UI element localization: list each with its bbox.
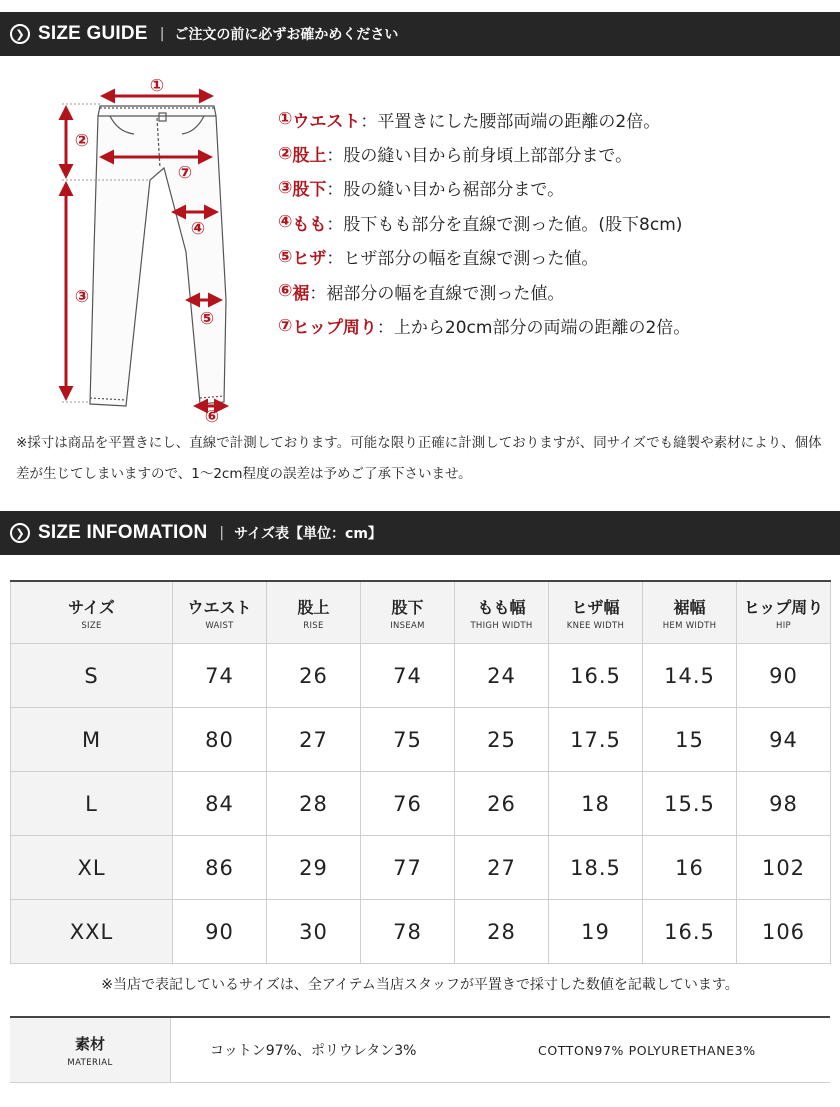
- marker-inseam: ③: [74, 287, 90, 307]
- table-cell: 80: [173, 708, 267, 772]
- marker-hip: ⑦: [177, 163, 193, 183]
- marker-waist: ①: [149, 76, 165, 96]
- marker-rise: ②: [74, 131, 90, 151]
- table-cell: 17.5: [549, 708, 643, 772]
- size-information-banner: [0, 511, 840, 555]
- guide-description: 股下もも部分を直線で測った値。(股下8cm): [343, 214, 683, 235]
- guide-item-waist: [278, 102, 690, 136]
- guide-number: ⑥: [278, 281, 293, 302]
- column-header-hem: 裾幅 HEM WIDTH: [643, 581, 737, 644]
- table-row: [11, 772, 831, 836]
- guide-item-inseam: [278, 171, 690, 205]
- column-header-waist: ウエスト WAIST: [173, 581, 267, 644]
- table-cell: 27: [455, 836, 549, 900]
- column-header-knee: ヒザ幅 KNEE WIDTH: [549, 581, 643, 644]
- table-cell: 14.5: [643, 644, 737, 708]
- size-table: [10, 580, 831, 964]
- table-cell: 24: [455, 644, 549, 708]
- pants-measurement-diagram: [0, 60, 270, 424]
- table-cell: 86: [173, 836, 267, 900]
- table-cell: 28: [455, 900, 549, 964]
- table-cell: 98: [737, 772, 831, 836]
- guide-number: ②: [278, 143, 293, 164]
- guide-term: ヒップ周り: [292, 318, 377, 339]
- guide-description: 裾部分の幅を直線で測った値。: [326, 283, 565, 304]
- table-cell: 75: [361, 708, 455, 772]
- size-guide-banner: [0, 12, 840, 56]
- measurement-note: ※採寸は商品を平置きにし、直線で計測しております。可能な限り正確に計測しておりますが、同サイズでも縫製や素材により、個体差が生じてしまいますので、1〜2cm程度の誤差は予めご了承下さいませ。: [16, 435, 822, 482]
- material-label: [10, 1018, 171, 1082]
- table-cell: 16: [643, 836, 737, 900]
- table-cell: 76: [361, 772, 455, 836]
- guide-description: ヒザ部分の幅を直線で測った値。: [343, 249, 599, 270]
- table-cell: 29: [267, 836, 361, 900]
- marker-hem: ⑥: [204, 407, 220, 424]
- measurement-guide-list: [278, 102, 690, 343]
- guide-colon: ：: [326, 146, 344, 167]
- table-cell: 15: [643, 708, 737, 772]
- guide-item-hem: [278, 274, 690, 308]
- column-header-size: サイズ SIZE: [11, 581, 173, 644]
- table-cell: 30: [267, 900, 361, 964]
- guide-item-hip: [278, 308, 690, 342]
- table-cell: 18.5: [549, 836, 643, 900]
- chevron-right-circle-icon: ❯: [10, 24, 30, 44]
- table-cell: 27: [267, 708, 361, 772]
- size-cell: S: [11, 644, 173, 708]
- guide-item-rise: [278, 136, 690, 170]
- title-separator: |: [159, 26, 165, 42]
- guide-number: ④: [278, 212, 293, 233]
- material-row: [10, 1016, 830, 1083]
- table-cell: 18: [549, 772, 643, 836]
- table-cell: 90: [737, 644, 831, 708]
- guide-number: ③: [278, 177, 293, 198]
- column-header-thigh: もも幅 THIGH WIDTH: [455, 581, 549, 644]
- table-row: [11, 708, 831, 772]
- table-cell: 16.5: [549, 644, 643, 708]
- guide-colon: ：: [326, 249, 344, 270]
- table-cell: 90: [173, 900, 267, 964]
- title-separator: |: [219, 525, 225, 541]
- table-cell: 84: [173, 772, 267, 836]
- table-cell: 26: [267, 644, 361, 708]
- size-cell: XXL: [11, 900, 173, 964]
- table-cell: 26: [455, 772, 549, 836]
- table-cell: 16.5: [643, 900, 737, 964]
- guide-colon: ：: [326, 214, 344, 235]
- column-header-rise: 股上 RISE: [267, 581, 361, 644]
- section-subtitle: サイズ表【単位：cm】: [234, 526, 382, 542]
- table-header-row: [11, 581, 831, 644]
- guide-description: 平置きにした腰部両端の距離の2倍。: [377, 111, 661, 132]
- guide-colon: ：: [309, 283, 327, 304]
- guide-term: 裾: [292, 283, 310, 304]
- marker-thigh: ④: [190, 219, 206, 239]
- table-cell: 25: [455, 708, 549, 772]
- section-title: SIZE GUIDE: [38, 23, 148, 44]
- column-header-hip: ヒップ周り HIP: [737, 581, 831, 644]
- guide-number: ⑦: [278, 315, 293, 336]
- guide-term: ウエスト: [292, 111, 361, 132]
- material-label-jp: 素材: [74, 1034, 105, 1053]
- table-cell: 94: [737, 708, 831, 772]
- table-cell: 74: [361, 644, 455, 708]
- size-cell: L: [11, 772, 173, 836]
- guide-description: 上から20cm部分の両端の距離の2倍。: [393, 318, 691, 339]
- section-subtitle: ご注文の前に必ずお確かめください: [174, 27, 399, 43]
- guide-term: 股下: [292, 180, 327, 201]
- table-cell: 15.5: [643, 772, 737, 836]
- chevron-right-circle-icon: ❯: [10, 523, 30, 543]
- guide-number: ①: [278, 109, 293, 130]
- table-row: [11, 644, 831, 708]
- table-cell: 19: [549, 900, 643, 964]
- table-cell: 106: [737, 900, 831, 964]
- guide-colon: ：: [360, 111, 378, 132]
- size-cell: M: [11, 708, 173, 772]
- material-value-en: COTTON97% POLYURETHANE3%: [538, 1042, 756, 1058]
- table-row: [11, 836, 831, 900]
- guide-colon: ：: [376, 318, 394, 339]
- material-label-en: MATERIAL: [67, 1057, 113, 1068]
- column-header-inseam: 股下 INSEAM: [361, 581, 455, 644]
- guide-item-thigh: [278, 205, 690, 239]
- table-cell: 77: [361, 836, 455, 900]
- table-cell: 28: [267, 772, 361, 836]
- table-cell: 78: [361, 900, 455, 964]
- guide-item-knee: [278, 240, 690, 274]
- guide-description: 股の縫い目から前身頃上部部分まで。: [343, 146, 633, 167]
- material-value-jp: コットン97%、ポリウレタン3%: [210, 1043, 417, 1059]
- table-cell: 102: [737, 836, 831, 900]
- guide-term: ヒザ: [292, 249, 327, 270]
- table-row: [11, 900, 831, 964]
- size-cell: XL: [11, 836, 173, 900]
- guide-colon: ：: [326, 180, 344, 201]
- guide-term: 股上: [292, 146, 327, 167]
- guide-number: ⑤: [278, 246, 293, 267]
- size-note: ※当店で表記しているサイズは、全アイテム当店スタッフが平置きで採寸した数値を記載しています。: [101, 977, 739, 993]
- table-cell: 74: [173, 644, 267, 708]
- guide-term: もも: [292, 214, 327, 235]
- marker-knee: ⑤: [199, 309, 215, 329]
- pants-outline: [90, 106, 226, 406]
- guide-description: 股の縫い目から裾部分まで。: [343, 180, 565, 201]
- section-title: SIZE INFOMATION: [38, 522, 208, 543]
